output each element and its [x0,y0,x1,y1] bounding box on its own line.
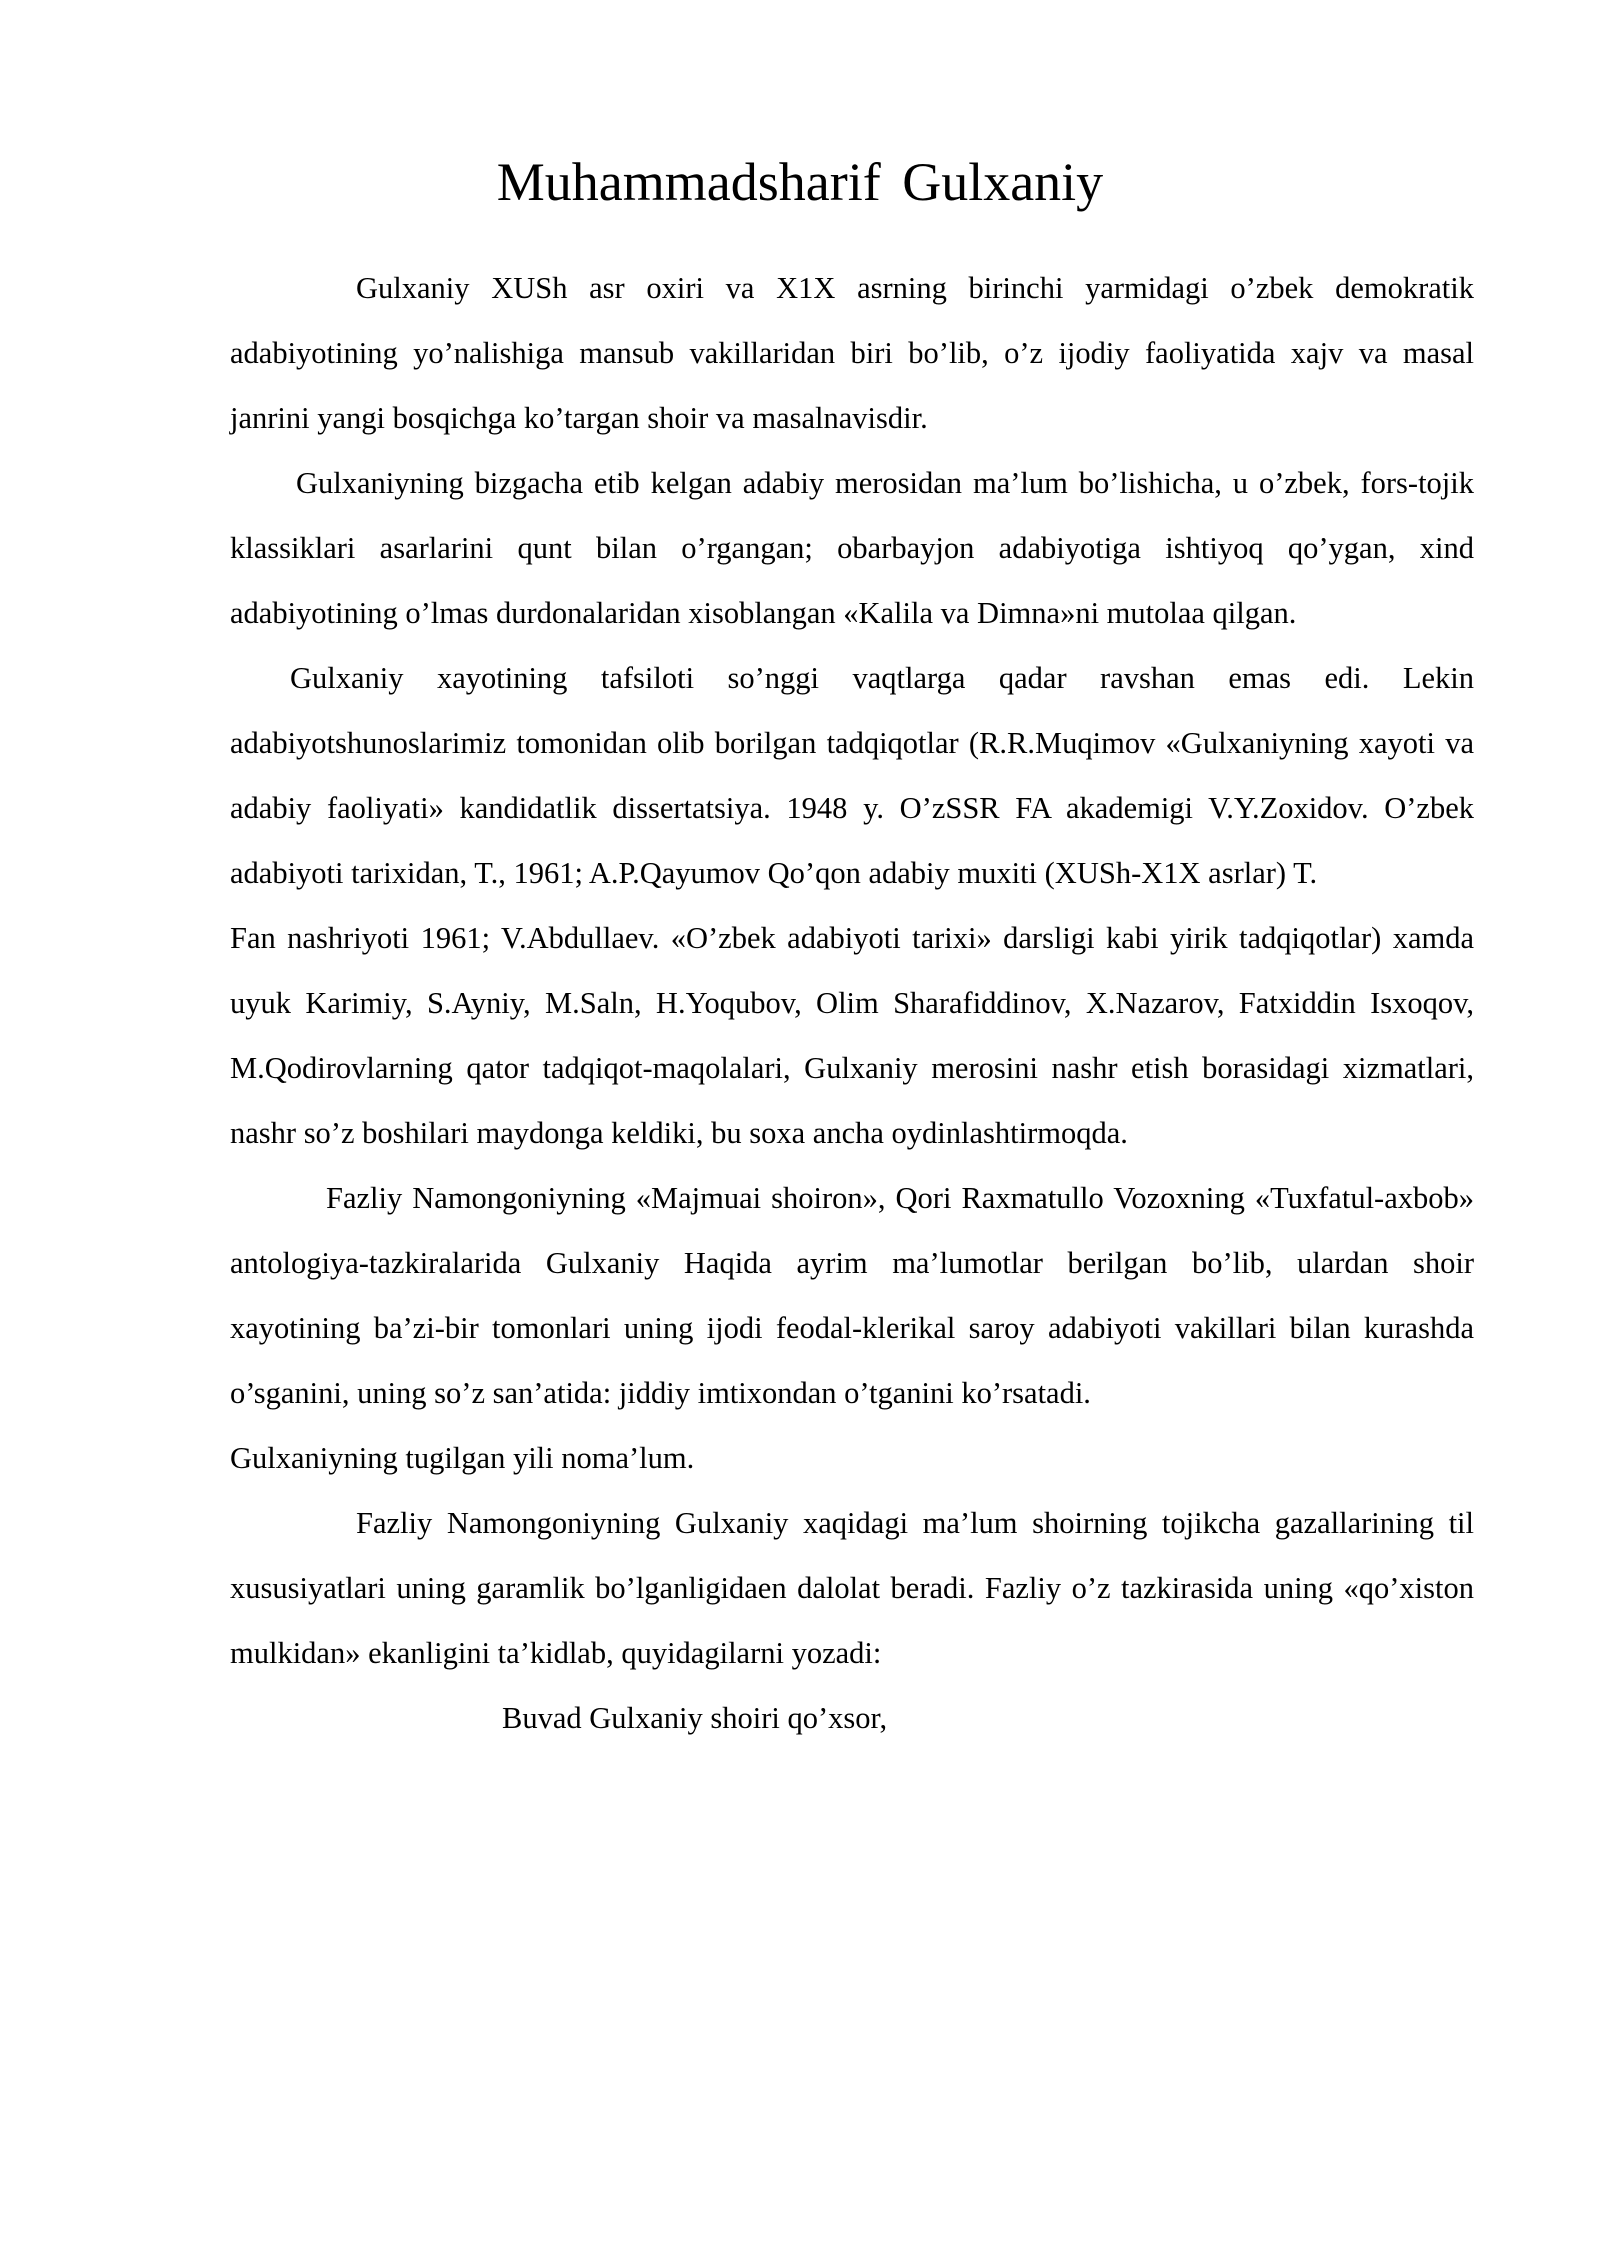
verse-line: Buvad Gulxaniy shoiri qo’xsor, [502,1701,888,1735]
paragraph-fazliy-account: Fazliy Namongoniyning Gulxaniy xaqidagi ma’lum shoirning tojikcha gazallarining til xususiyatlari uning garamlik bo’lganligidaen dalolat beradi. Fazliy o’z tazkirasida uning «qo’xiston mulkidan» ekanligini ta’kidlab, quyidagilarni yozadi: [230,1506,1474,1670]
paragraph-birth-year: Gulxaniyning tugilgan yili noma’lum. [230,1441,695,1475]
paragraph-research-sources: Gulxaniy xayotining tafsiloti so’nggi vaqtlarga qadar ravshan emas edi. Lekin adabiyotshunoslarimiz tomonidan olib borilgan tadqiqotlar (R.R.Muqimov «Gulxaniyning xayoti va adabiy faoliyati» kandidatlik dissertatsiya. 1948 y. O’zSSR FA akademigi V.Y.Zoxidov. O’zbek adabiyoti tarixidan, T., 1961; A.P.Qayumov Qo’qon adabiy muxiti (XUSh-X1X asrlar) T. [230,661,1474,890]
paragraph-literary-heritage: Gulxaniyning bizgacha etib kelgan adabiy merosidan ma’lum bo’lishicha, u o’zbek, fors-tojik klassiklari asarlarini qunt bilan o’rgangan; obarbayjon adabiyotiga ishtiyoq qo’ygan, xind adabiyotining o’lmas durdonalaridan xisoblangan «Kalila va Dimna»ni mutolaa qilgan. [230,466,1474,630]
paragraph-anthologies: Fazliy Namongoniyning «Majmuai shoiron», Qori Raxmatullo Vozoxning «Tuxfatul-axbob» antologiya-tazkiralarida Gulxaniy Haqida ayrim ma’lumotlar berilgan bo’lib, ulardan shoir xayotining ba’zi-bir tomonlari uning ijodi feodal-klerikal saroy adabiyoti vakillari bilan kurashda o’sganini, uning so’z san’atida: jiddiy imtixondan o’tganini ko’rsatadi. [230,1181,1474,1410]
document-title: Muhammadsharif Gulxaniy [496,152,1104,212]
document-body [230,256,1474,1751]
paragraph-introduction: Gulxaniy XUSh asr oxiri va X1X asrning birinchi yarmidagi o’zbek demokratik adabiyotining yo’nalishiga mansub vakillaridan biri bo’lib, o’z ijodiy faoliyatida xajv va masal janrini yangi bosqichga ko’targan shoir va masalnavisdir. [230,271,1474,435]
paragraph-research-continued: Fan nashriyoti 1961; V.Abdullaev. «O’zbek adabiyoti tarixi» darsligi kabi yirik tadqiqotlar) xamda uyuk Karimiy, S.Ayniy, M.Saln, H.Yoqubov, Olim Sharafiddinov, X.Nazarov, Fatxiddin Isxoqov, M.Qodirovlarning qator tadqiqot-maqolalari, Gulxaniy merosini nashr etish borasidagi xizmatlari, nashr so’z boshilari maydonga keldiki, bu soxa ancha oydinlashtirmoqda. [230,921,1474,1150]
